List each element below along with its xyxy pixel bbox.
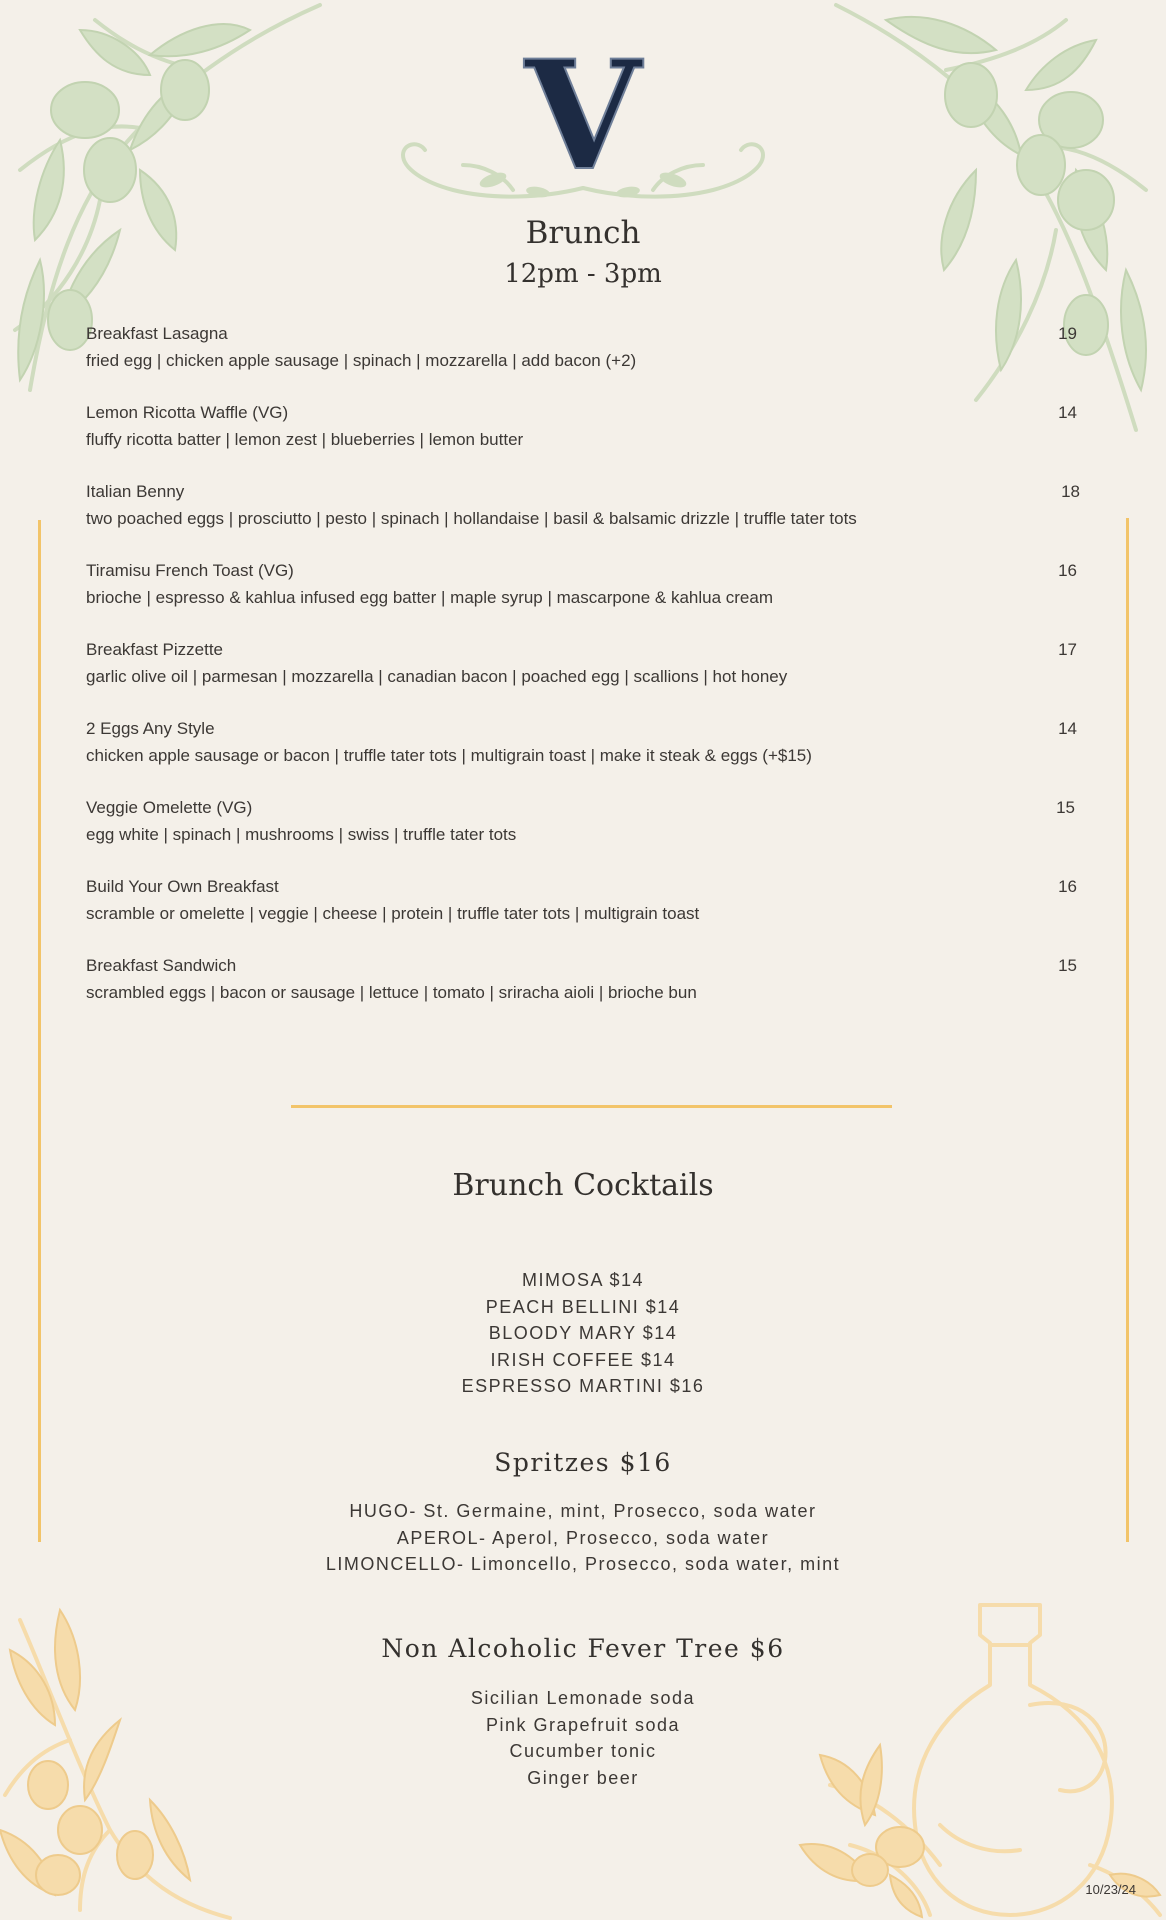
menu-item-name: Tiramisu French Toast (VG): [86, 561, 294, 580]
list-item: Sicilian Lemonade soda: [470, 1688, 696, 1708]
brunch-menu: [86, 322, 1080, 1033]
cocktails-title: Brunch Cocktails: [452, 1168, 714, 1203]
menu-item-name: Lemon Ricotta Waffle (VG): [86, 403, 289, 422]
menu-item-name: Build Your Own Breakfast: [86, 877, 279, 896]
menu-date: 10/23/24: [1085, 1882, 1136, 1897]
menu-item-name: Veggie Omelette (VG): [86, 798, 253, 817]
non-alcoholic-title: Non Alcoholic Fever Tree $6: [381, 1634, 785, 1663]
list-item: Ginger beer: [527, 1767, 639, 1788]
menu-item-name: Breakfast Lasagna: [86, 324, 228, 343]
menu-item-description: egg white | spinach | mushrooms | swiss | truffle tater tots: [86, 825, 517, 844]
list-item: IRISH COFFEE $14: [490, 1349, 676, 1370]
section-divider: [291, 1105, 892, 1108]
menu-item-description: fluffy ricotta batter | lemon zest | blueberries | lemon butter: [86, 430, 524, 449]
menu-item-description: scrambled eggs | bacon or sausage | lettuce | tomato | sriracha aioli | brioche bun: [86, 983, 697, 1002]
menu-item-price: 15: [1056, 798, 1075, 817]
list-item: HUGO- St. Germaine, mint, Prosecco, soda water: [349, 1501, 817, 1521]
menu-item: [86, 717, 1080, 796]
list-item: PEACH BELLINI $14: [485, 1296, 681, 1317]
menu-item: [86, 480, 1080, 559]
list-item: APEROL- Aperol, Prosecco, soda water: [396, 1527, 770, 1548]
menu-item-description: brioche | espresso & kahlua infused egg batter | maple syrup | mascarpone & kahlua cream: [86, 588, 774, 607]
menu-item-description: fried egg | chicken apple sausage | spinach | mozzarella | add bacon (+2): [86, 351, 637, 370]
menu-item-name: Breakfast Sandwich: [86, 956, 237, 975]
menu-item-price: 14: [1058, 403, 1077, 422]
menu-item: [86, 559, 1080, 638]
menu-item: [86, 638, 1080, 717]
menu-item: [86, 322, 1080, 401]
menu-item-description: scramble or omelette | veggie | cheese | protein | truffle tater tots | multigrain toast: [86, 904, 700, 923]
cocktails-list: [0, 1267, 1166, 1400]
menu-item-price: 16: [1058, 877, 1077, 896]
menu-item-description: garlic olive oil | parmesan | mozzarella | canadian bacon | poached egg | scallions | hot honey: [86, 667, 788, 686]
logo-v-emblem-icon: [343, 40, 823, 215]
menu-item-price: 19: [1058, 324, 1077, 343]
menu-item-description: two poached eggs | prosciutto | pesto | spinach | hollandaise | basil & balsamic drizzle | truffle tater tots: [86, 509, 857, 528]
menu-item-name: Italian Benny: [86, 482, 185, 501]
menu-item-price: 18: [1061, 482, 1080, 501]
menu-item-description: chicken apple sausage or bacon | truffle tater tots | multigrain toast | make it steak & eggs (+$15): [86, 746, 812, 765]
menu-item-name: 2 Eggs Any Style: [86, 719, 215, 738]
menu-item: [86, 954, 1080, 1033]
brunch-hours: 12pm - 3pm: [504, 259, 662, 289]
list-item: BLOODY MARY $14: [488, 1323, 678, 1343]
list-item: LIMONCELLO- Limoncello, Prosecco, soda water, mint: [325, 1554, 841, 1574]
list-item: Cucumber tonic: [509, 1741, 657, 1761]
menu-item-price: 14: [1058, 719, 1077, 738]
list-item: Pink Grapefruit soda: [485, 1714, 681, 1735]
menu-item-price: 15: [1058, 956, 1077, 975]
spritzes-title: Spritzes $16: [494, 1448, 672, 1477]
menu-item-name: Breakfast Pizzette: [86, 640, 224, 659]
list-item: MIMOSA $14: [521, 1270, 645, 1290]
logo: [0, 40, 1166, 220]
menu-item-price: 16: [1058, 561, 1077, 580]
menu-item-price: 17: [1058, 640, 1077, 659]
non-alcoholic-list: [0, 1685, 1166, 1791]
list-item: ESPRESSO MARTINI $16: [461, 1376, 705, 1396]
spritzes-list: [0, 1498, 1166, 1578]
svg-text:V: V: [524, 40, 642, 204]
menu-item: [86, 401, 1080, 480]
brunch-title: Brunch: [525, 215, 641, 251]
menu-item: [86, 796, 1080, 875]
menu-item: [86, 875, 1080, 954]
